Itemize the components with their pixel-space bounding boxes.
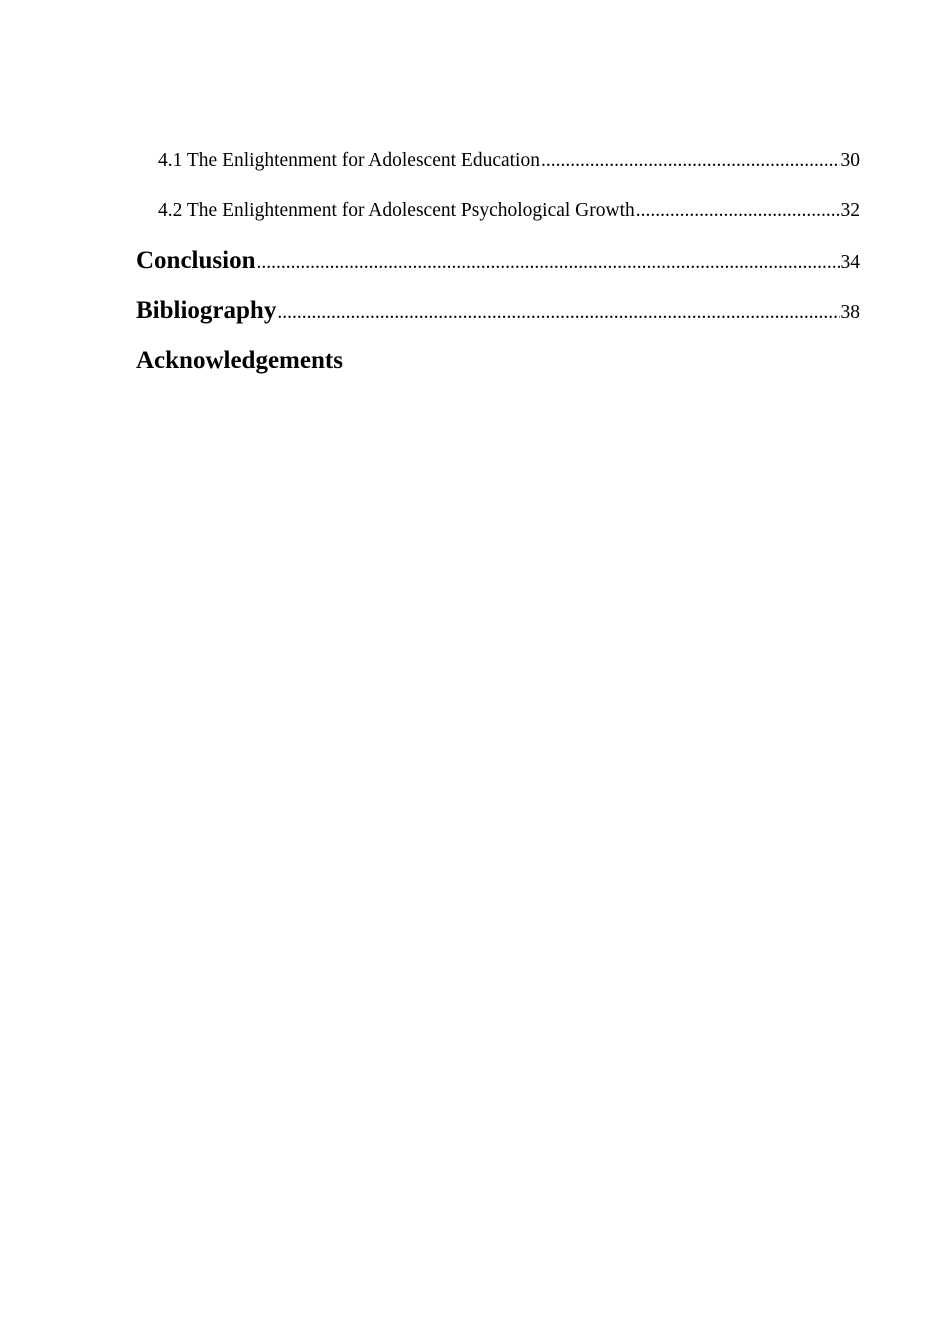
toc-entry-title: 4.1 The Enlightenment for Adolescent Education	[158, 150, 540, 171]
dot-leader	[636, 194, 840, 228]
toc-entry-conclusion	[136, 244, 860, 294]
dot-leader	[541, 144, 840, 178]
toc-entry-title: Bibliography	[136, 297, 277, 324]
toc-entry-4-2	[136, 194, 860, 244]
toc-entry-page-number: 38	[840, 302, 860, 323]
toc-entry-title: Acknowledgements	[136, 347, 343, 374]
toc-entry-title: Conclusion	[136, 247, 256, 274]
toc-entry-page-number: 32	[840, 200, 860, 221]
toc-entry-bibliography	[136, 294, 860, 344]
dot-leader	[277, 296, 839, 330]
toc-entry-acknowledgements	[136, 344, 860, 394]
toc-entry-title: 4.2 The Enlightenment for Adolescent Psychological Growth	[158, 200, 635, 221]
toc-entry-page-number: 30	[840, 150, 860, 171]
toc-entry-page-number: 34	[840, 252, 860, 273]
dot-leader	[256, 246, 839, 280]
table-of-contents	[136, 144, 860, 394]
toc-entry-4-1	[136, 144, 860, 194]
